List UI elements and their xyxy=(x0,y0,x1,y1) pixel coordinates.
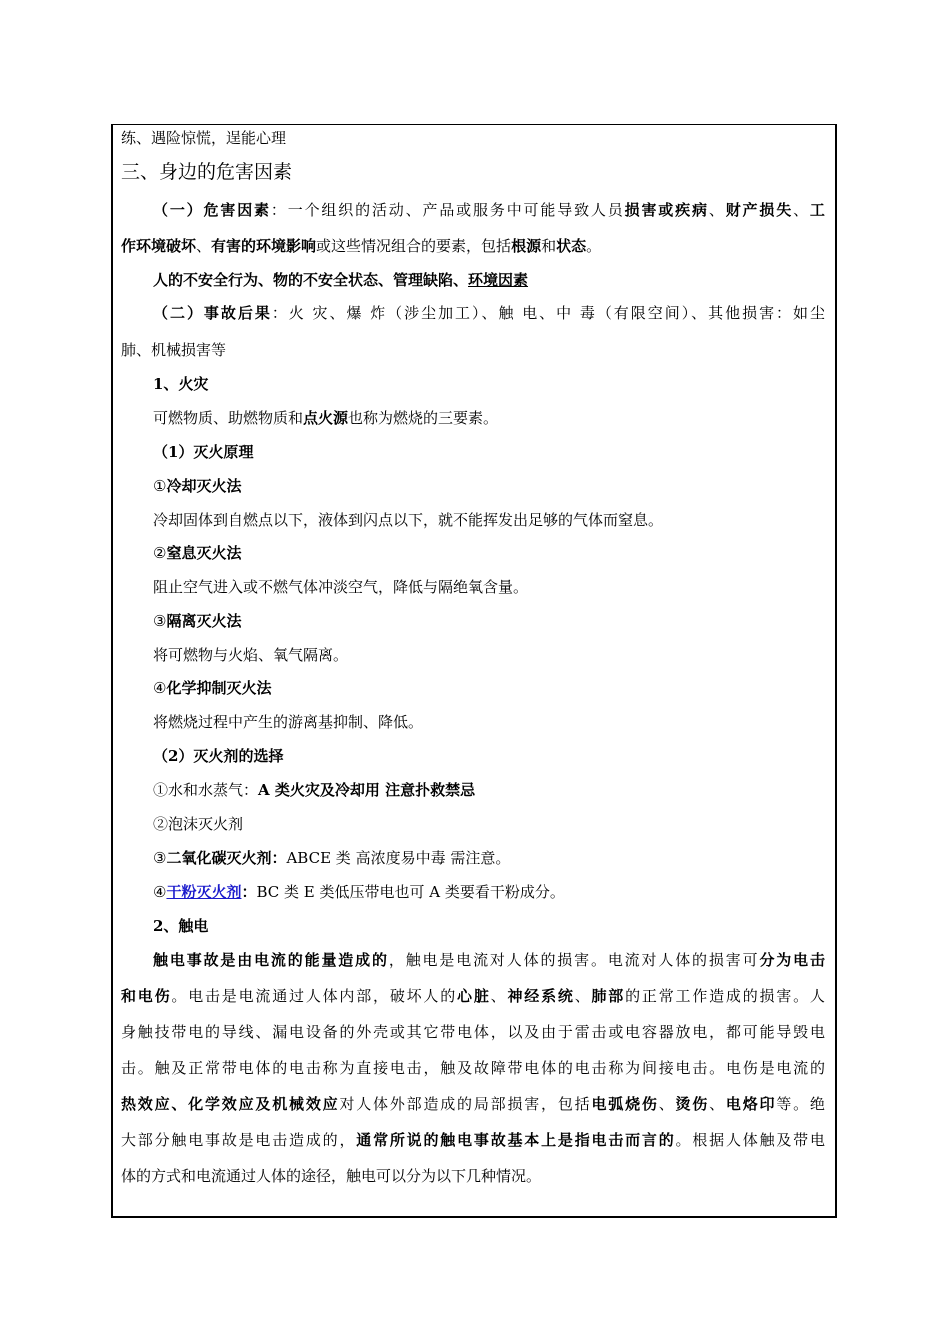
paragraph-shock-2: 和电伤。电击是电流通过人体内部，破坏人的心脏、神经系统、肺部的正常工作造成的损害。人 xyxy=(121,987,825,1005)
method-isolation-desc: 将可燃物与火焰、氧气隔离。 xyxy=(153,646,349,664)
factor-list: 人的不安全行为、物的不安全状态、管理缺陷、环境因素 xyxy=(153,271,529,289)
agent-foam: ②泡沫灭火剂 xyxy=(153,815,244,833)
method-smothering: ②窒息灭火法 xyxy=(153,544,242,562)
paragraph-shock-3: 身触技带电的导线、漏电设备的外壳或其它带电体，以及由于雷击或电容器放电，都可能导毁电 xyxy=(121,1023,825,1041)
subsection-agents: （2）灭火剂的选择 xyxy=(153,747,284,765)
agent-dry-powder: ④干粉灭火剂：BC 类 E 类低压带电也可 A 类要看干粉成分。 xyxy=(153,883,565,901)
dry-powder-link[interactable]: 干粉灭火剂 xyxy=(166,883,242,901)
subsection-principle: （1）灭火原理 xyxy=(153,443,254,461)
paragraph-consequences-cont: 肺、机械损害等 xyxy=(121,341,227,359)
paragraph-shock-4: 击。触及正常带电体的电击称为直接电击，触及故障带电体的电击称为间接电击。电伤是电流的 xyxy=(121,1059,825,1077)
method-cooling-desc: 冷却固体到自燃点以下，液体到闪点以下，就不能挥发出足够的气体而窒息。 xyxy=(153,511,664,529)
subsection-electric-shock: 2、触电 xyxy=(153,917,209,935)
method-chemical: ④化学抑制灭火法 xyxy=(153,679,272,697)
method-smothering-desc: 阻止空气进入或不燃气体冲淡空气，降低与隔绝氧含量。 xyxy=(153,578,529,596)
text-line: 练、遇险惊慌，逞能心理 xyxy=(121,129,287,147)
agent-co2: ③二氧化碳灭火剂：ABCE 类 高浓度易中毒 需注意。 xyxy=(153,849,511,867)
paragraph-shock-5: 热效应、化学效应及机械效应对人体外部造成的局部损害，包括电弧烧伤、烫伤、电烙印等。绝 xyxy=(121,1095,825,1113)
subsection-fire: 1、火灾 xyxy=(153,375,209,393)
method-isolation: ③隔离灭火法 xyxy=(153,612,242,630)
method-chemical-desc: 将燃烧过程中产生的游离基抑制、降低。 xyxy=(153,713,424,731)
paragraph-consequences: （二）事故后果：火 灾、爆 炸（涉尘加工）、触 电、中 毒（有限空间）、其他损害：如尘 xyxy=(153,304,825,322)
method-cooling: ①冷却灭火法 xyxy=(153,477,242,495)
paragraph-hazard-factors: （一）危害因素：一个组织的活动、产品或服务中可能导致人员损害或疾病、财产损失、工 xyxy=(153,201,825,219)
agent-water: ①水和水蒸气：A 类火灾及冷却用 注意扑救禁忌 xyxy=(153,781,476,799)
section-heading: 三、身边的危害因素 xyxy=(121,161,293,183)
paragraph-shock-1: 触电事故是由电流的能量造成的，触电是电流对人体的损害。电流对人体的损害可分为电击 xyxy=(153,951,825,969)
paragraph-hazard-factors-cont: 作环境破坏、有害的环境影响或这些情况组合的要素，包括根源和状态。 xyxy=(121,237,602,255)
paragraph-shock-7: 体的方式和电流通过人体的途径，触电可以分为以下几种情况。 xyxy=(121,1167,542,1185)
text-line: 可燃物质、助燃物质和点火源也称为燃烧的三要素。 xyxy=(153,409,499,427)
paragraph-shock-6: 大部分触电事故是电击造成的，通常所说的触电事故基本上是指电击而言的。根据人体触及带电 xyxy=(121,1131,825,1149)
